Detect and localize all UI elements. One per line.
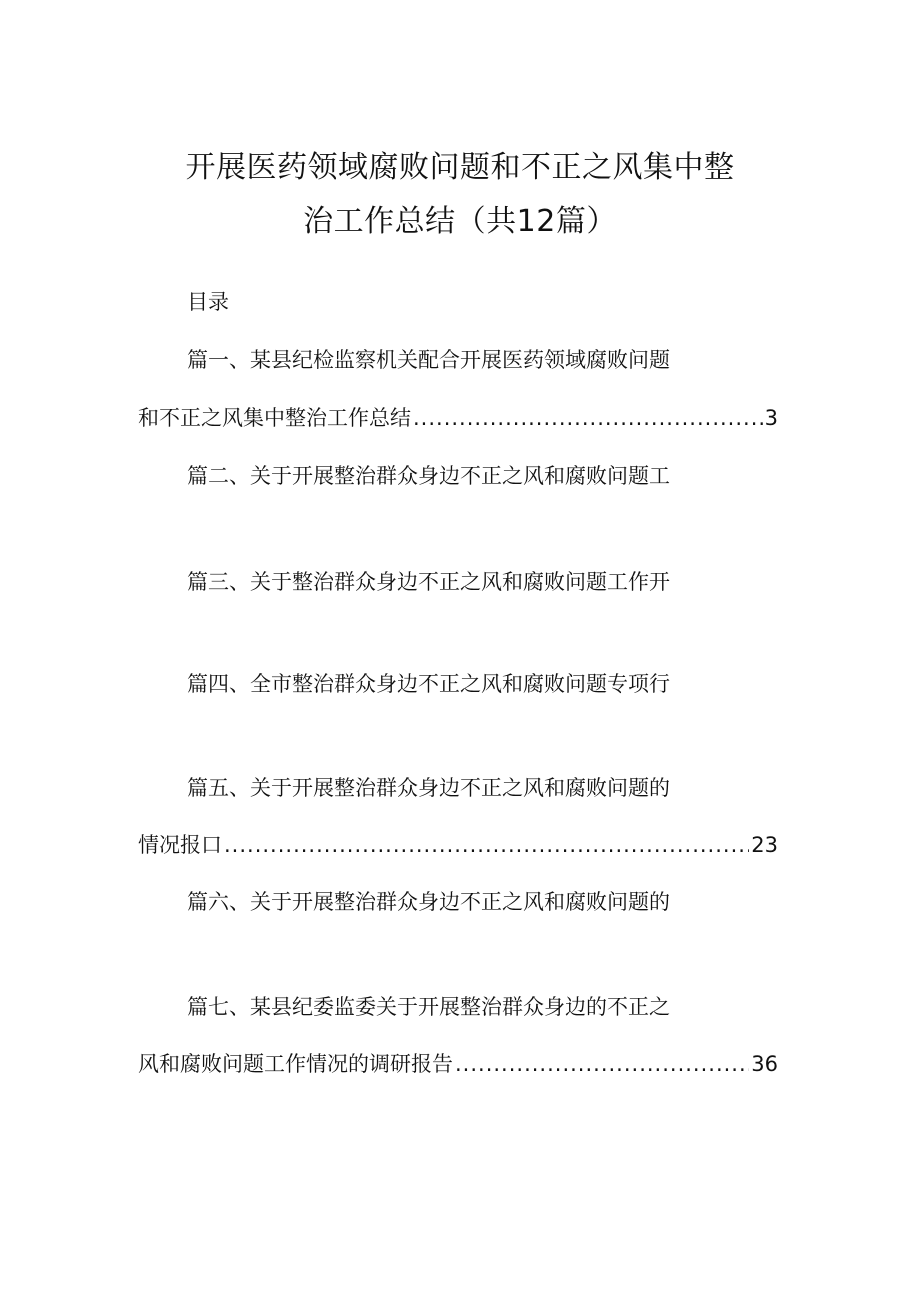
toc-entry-4-title[interactable]: 篇四、全市整治群众身边不正之风和腐败问题专项行 xyxy=(187,672,670,696)
dot-leader xyxy=(455,1052,749,1076)
toc-entry-7-text: 风和腐败问题工作情况的调研报告 xyxy=(138,1052,453,1076)
dot-leader xyxy=(413,406,763,430)
toc-entry-1-title[interactable]: 篇一、某县纪检监察机关配合开展医药领域腐败问题 xyxy=(187,348,670,372)
toc-entry-7-title[interactable]: 篇七、某县纪委监委关于开展整治群众身边的不正之 xyxy=(187,995,670,1019)
toc-entry-5-title[interactable]: 篇五、关于开展整治群众身边不正之风和腐败问题的 xyxy=(187,776,670,800)
toc-entry-1-page: 3 xyxy=(764,406,778,430)
toc-entry-1-text: 和不正之风集中整治工作总结 xyxy=(138,406,411,430)
toc-entry-5-page: 23 xyxy=(751,833,778,857)
document-title-line-2: 治工作总结（共12篇） xyxy=(303,204,617,239)
toc-entry-3-title[interactable]: 篇三、关于整治群众身边不正之风和腐败问题工作开 xyxy=(187,570,670,594)
dot-leader xyxy=(224,833,749,857)
toc-entry-7-continuation[interactable] xyxy=(138,1048,778,1078)
toc-entry-2-title[interactable]: 篇二、关于开展整治群众身边不正之风和腐败问题工 xyxy=(187,464,670,488)
toc-entry-1-continuation[interactable] xyxy=(138,402,778,432)
toc-entry-7-page: 36 xyxy=(751,1052,778,1076)
toc-entry-6-title[interactable]: 篇六、关于开展整治群众身边不正之风和腐败问题的 xyxy=(187,890,670,914)
toc-entry-5-text: 情况报口 xyxy=(138,833,222,857)
document-title-line-1: 开展医药领域腐败问题和不正之风集中整 xyxy=(185,150,735,185)
toc-entry-5-continuation[interactable] xyxy=(138,829,778,859)
toc-heading: 目录 xyxy=(187,290,229,314)
